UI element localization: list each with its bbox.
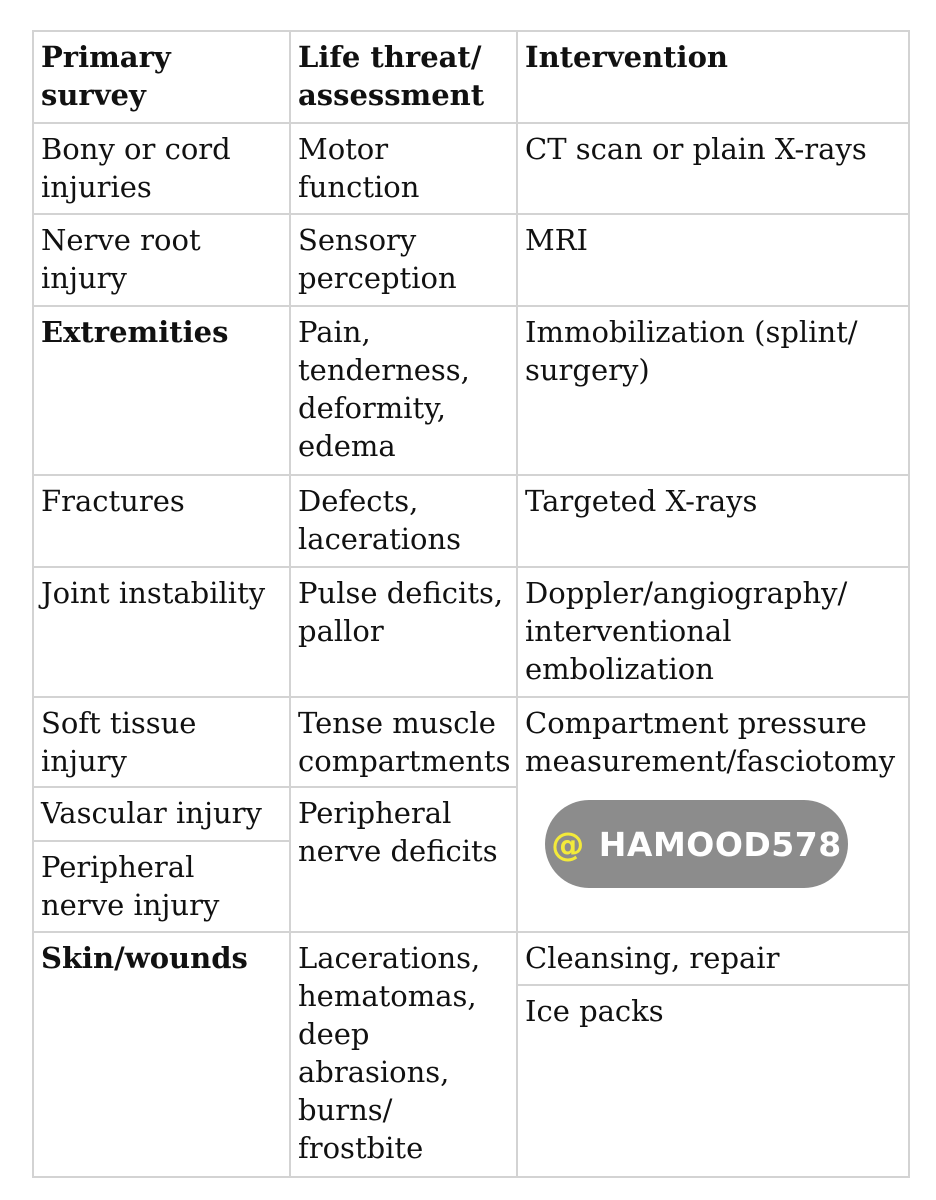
assessment-cell: Motor function [290,123,517,214]
survey-cell: Skin/wounds [33,932,290,1177]
assessment-cell: Peripheral nerve deficits [290,787,517,932]
table-row [33,123,909,214]
table-header-row [33,31,909,123]
intervention-cell: Targeted X-rays [517,475,909,567]
header-life-threat-assessment: Life threat/ assessment [290,31,517,123]
table-row [33,475,909,567]
intervention-cell: CT scan or plain X-rays [517,123,909,214]
table-row [33,697,909,787]
header-intervention: Intervention [517,31,909,123]
table-row [33,306,909,475]
watermark-badge [545,800,848,888]
intervention-cell: Immobilization (splint/ surgery) [517,306,909,475]
table-row [33,567,909,697]
survey-cell: Bony or cord injuries [33,123,290,214]
assessment-cell: Tense muscle compartments [290,697,517,787]
assessment-cell: Defects, lacerations [290,475,517,567]
survey-cell: Nerve root injury [33,214,290,306]
assessment-cell: Pain, tenderness, deformity, edema [290,306,517,475]
intervention-cell: Compartment pressure measurement/fasciotomy [517,697,909,932]
at-sign: @ [551,824,585,864]
intervention-cell: MRI [517,214,909,306]
intervention-cell: Doppler/angiography/ interventional embolization [517,567,909,697]
table-row [33,214,909,306]
assessment-cell: Sensory perception [290,214,517,306]
survey-cell: Joint instability [33,567,290,697]
header-primary-survey: Primary survey [33,31,290,123]
assessment-cell: Lacerations, hematomas, deep abrasions, burns/ frostbite [290,932,517,1177]
intervention-cell: Ice packs [517,985,909,1177]
survey-cell: Soft tissue injury [33,697,290,787]
table-row [33,932,909,985]
intervention-cell: Cleansing, repair [517,932,909,985]
survey-cell: Peripheral nerve injury [33,841,290,932]
survey-cell: Vascular injury [33,787,290,841]
assessment-cell: Pulse deficits, pallor [290,567,517,697]
trauma-survey-table [32,30,910,1178]
watermark-handle: HAMOOD578 [598,824,842,864]
survey-cell: Fractures [33,475,290,567]
trauma-survey-table-container [32,30,908,1176]
survey-cell: Extremities [33,306,290,475]
